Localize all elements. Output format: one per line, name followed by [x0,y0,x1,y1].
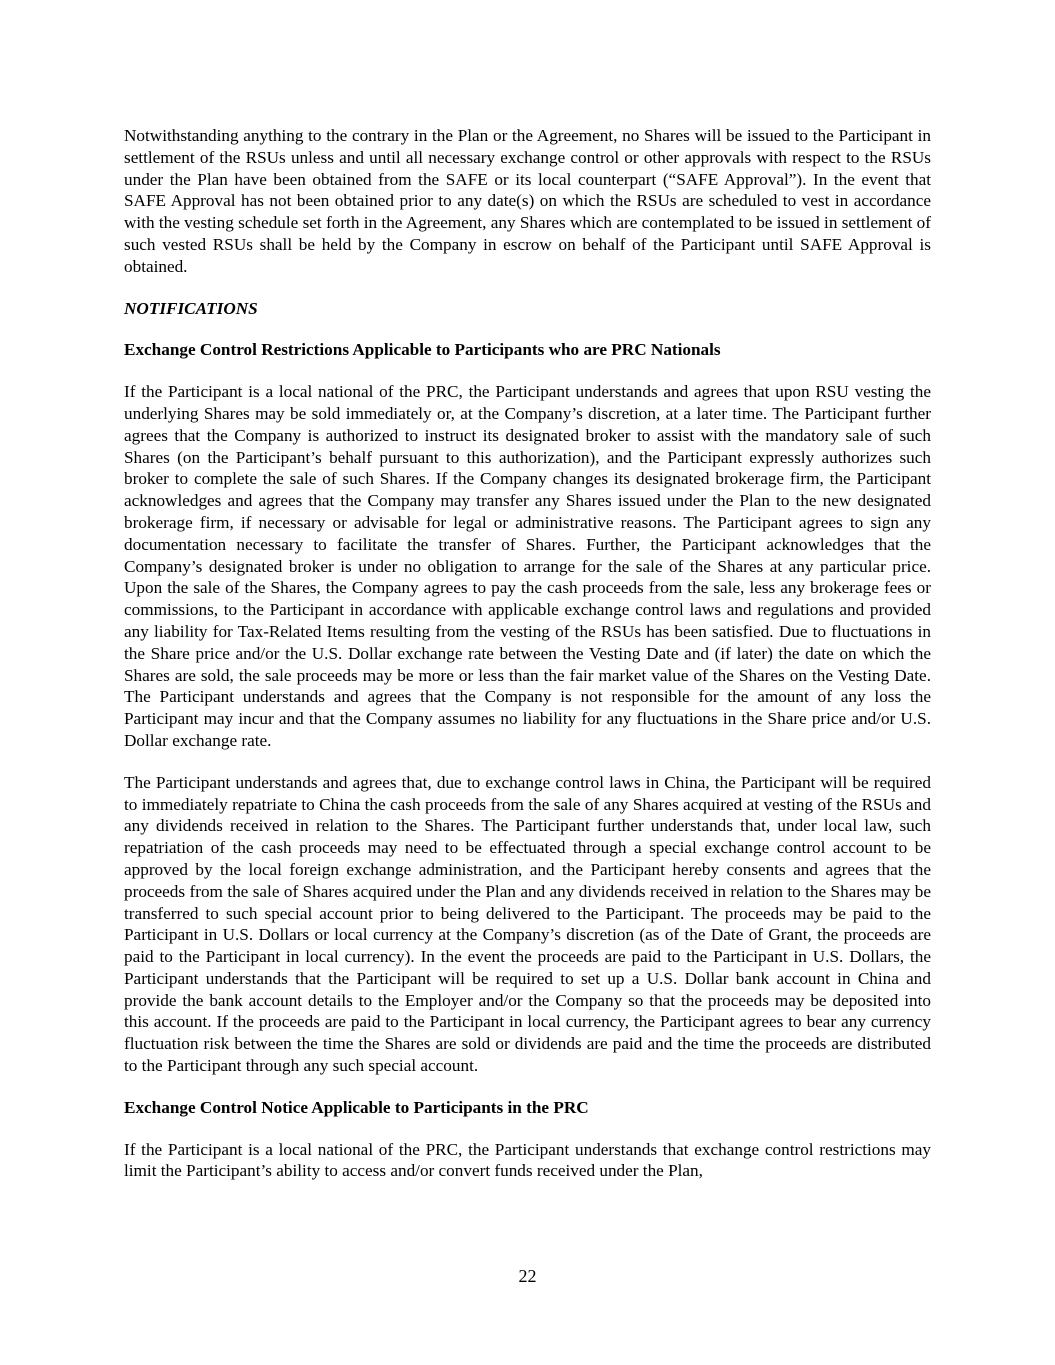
heading-exchange-control-notice: Exchange Control Notice Applicable to Participants in the PRC [124,1097,589,1117]
page-number: 22 [518,1266,537,1286]
document-body [124,125,931,1202]
heading-exchange-control-restrictions: Exchange Control Restrictions Applicable to Participants who are PRC Nationals [124,340,721,360]
section-title-notifications: NOTIFICATIONS [124,298,258,318]
paragraph-safe-approval: Notwithstanding anything to the contrary in the Plan or the Agreement, no Shares will be issued to the Participant in settlement of the RSUs unless and until all necessary exchange control or other approvals with respect to the RSUs under the Plan have been obtained from the SAFE or its local counterpart (“SAFE Approval”). In the event that SAFE Approval has not been obtained prior to any date(s) on which the RSUs are scheduled to vest in accordance with the vesting schedule set forth in the Agreement, any Shares which are contemplated to be issued in settlement of such vested RSUs shall be held by the Company in escrow on behalf of the Participant until SAFE Approval is obtained. [124,126,931,276]
paragraph-mandatory-sale: If the Participant is a local national of the PRC, the Participant understands and agrees that upon RSU vesting the underlying Shares may be sold immediately or, at the Company’s discretion, at a later time. The Participant further agrees that the Company is authorized to instruct its designated broker to assist with the mandatory sale of such Shares (on the Participant’s behalf pursuant to this authorization), and the Participant expressly authorizes such broker to complete the sale of such Shares. If the Company changes its designated brokerage firm, the Participant acknowledges and agrees that the Company may transfer any Shares issued under the Plan to the new designated brokerage firm, if necessary or advisable for legal or administrative reasons. The Participant agrees to sign any documentation necessary to facilitate the transfer of Shares. Further, the Participant acknowledges that the Company’s designated broker is under no obligation to arrange for the sale of the Shares at any particular price. Upon the sale of the Shares, the Company agrees to pay the cash proceeds from the sale, less any brokerage fees or commissions, to the Participant in accordance with applicable exchange control laws and regulations and provided any liability for Tax-Related Items resulting from the vesting of the RSUs has been satisfied. Due to fluctuations in the Share price and/or the U.S. Dollar exchange rate between the Vesting Date and (if later) the date on which the Shares are sold, the sale proceeds may be more or less than the fair market value of the Shares on the Vesting Date. The Participant understands and agrees that the Company is not responsible for the amount of any loss the Participant may incur and that the Company assumes no liability for any fluctuations in the Share price and/or U.S. Dollar exchange rate. [124,382,931,750]
paragraph-repatriation: The Participant understands and agrees that, due to exchange control laws in China, the Participant will be required to immediately repatriate to China the cash proceeds from the sale of any Shares acquired at vesting of the RSUs and any dividends received in relation to the Shares. The Participant further understands that, under local law, such repatriation of the cash proceeds may need to be effectuated through a special exchange control account to be approved by the local foreign exchange administration, and the Participant hereby consents and agrees that the proceeds from the sale of Shares acquired under the Plan and any dividends received in relation to the Shares may be transferred to such special account prior to being delivered to the Participant. The proceeds may be paid to the Participant in U.S. Dollars or local currency at the Company’s discretion (as of the Date of Grant, the proceeds are paid to the Participant in local currency). In the event the proceeds are paid to the Participant in U.S. Dollars, the Participant understands that the Participant will be required to set up a U.S. Dollar bank account in China and provide the bank account details to the Employer and/or the Company so that the proceeds may be deposited into this account. If the proceeds are paid to the Participant in local currency, the Participant agrees to bear any currency fluctuation risk between the time the Shares are sold or dividends are paid and the time the proceeds are distributed to the Participant through any such special account. [124,772,931,1076]
paragraph-exchange-control-notice: If the Participant is a local national of the PRC, the Participant understands that exchange control restrictions may limit the Participant’s ability to access and/or convert funds received under the Plan, [124,1139,931,1181]
